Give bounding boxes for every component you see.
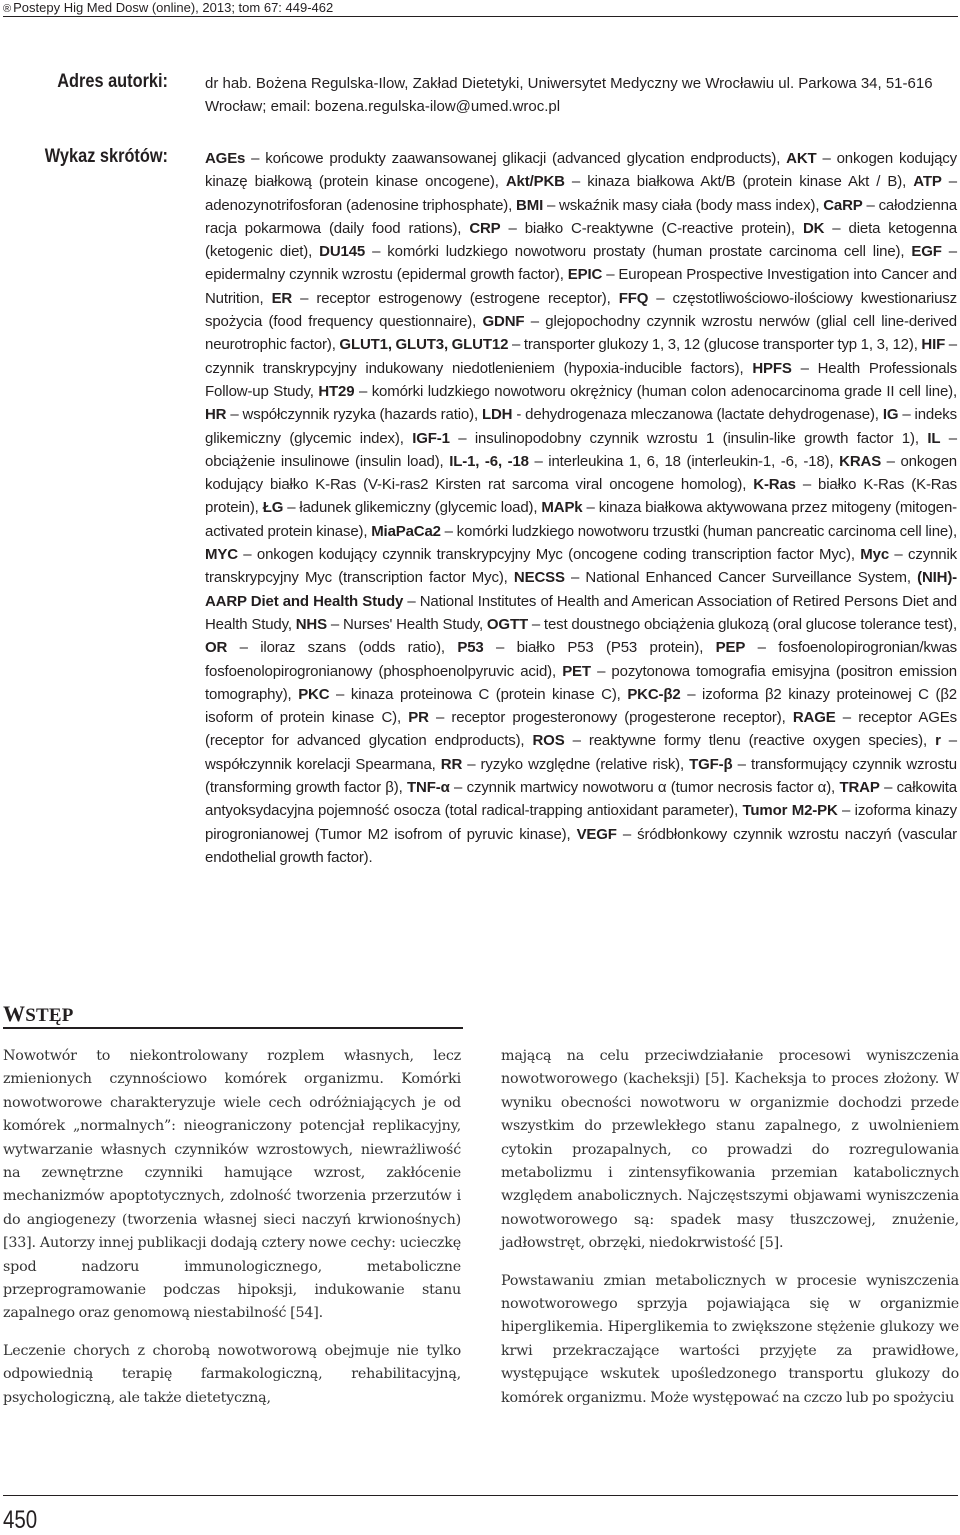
abbreviation-term: IL (927, 429, 941, 447)
abbreviation-definition: – European Prospective Investigation into Cancer and Nutrition, (205, 266, 957, 307)
abbreviation-term: TRAP (839, 779, 880, 797)
body-paragraph: mającą na celu przeciwdziałanie procesowi wyniszczenia nowotworowego (kacheksji) [5]. Kacheksja to proces złożony. W wyniku obecności nowotworu w organizmie dochodzi przede wszystkim do przewlekłego stanu zapalnego, z uwolnieniem cytokin prozapalnych, co prowadzi do rozregulowania metabolizmu i zintensyfikowania przemian katabolicznych względem anabolicznych. Najczęstszymi objawami wyniszczenia nowotworowego są: spadek masy tłuszczowej, znużenie, jadłowstręt, obrzęki, niedokrwistość [5]. (501, 1048, 959, 1252)
abbreviation-term: ŁG (262, 499, 284, 517)
abbreviation-term: Akt/PKB (505, 173, 565, 191)
abbreviation-term: PKC (298, 685, 330, 703)
section-heading-initial: W (3, 1001, 26, 1026)
abbreviation-term: P53 (457, 639, 484, 657)
body-column-right (501, 1045, 959, 1424)
abbreviation-definition: – ładunek glikemiczny (glycemic load), (283, 499, 542, 517)
section-heading-rest: STĘP (25, 1005, 74, 1026)
abbreviation-definition: – insulinopodobny czynnik wzrostu 1 (insulin-like growth factor 1), (449, 429, 928, 447)
abbreviation-definition: – kinaza białkowa aktywowana przez mitogeny (mitogen-activated protein kinase), (205, 499, 957, 540)
abbreviation-definition: – onkogen kodujący czynnik transkrypcyjny Myc (oncogene coding transcription factor Myc), (237, 546, 861, 564)
abbreviation-term: EPIC (567, 266, 603, 284)
abbreviation-definition: – całkowita antyoksydacyjna pojemność osocza (total radical-trapping antioxidant parameter), (205, 779, 957, 820)
abbreviation-term: IL-1, -6, -18 (449, 452, 529, 470)
abbreviation-definition: – interleukina 1, 6, 18 (interleukin-1, -6, -18), (528, 452, 840, 470)
abbreviation-term: PR (408, 709, 429, 727)
abbreviation-term: AGEs (205, 150, 246, 167)
abbreviation-definition: – kinaza proteinowa C (protein kinase C), (329, 685, 628, 703)
abbreviation-definition: – białko P53 (P53 protein), (483, 639, 716, 657)
abbreviation-term: GDNF (482, 313, 525, 331)
abbreviation-definition: – izoforma β2 kinazy proteinowej C (β2 isoform of protein kinase C), (205, 685, 957, 727)
abbreviation-term: PEP (715, 639, 746, 657)
abbreviation-term: NECSS (513, 569, 565, 587)
abbreviation-definition: – fosfoenolopirogronian/kwas fosfoenolopirogronianowy (phosphoenolpyruvic acid), (205, 639, 957, 680)
abbreviation-term: Myc (860, 546, 890, 564)
abbreviation-term: Tumor M2-PK (742, 802, 838, 820)
abbreviations-label: Wykaz skrótów: (44, 146, 169, 167)
abbreviation-term: RR (440, 755, 463, 773)
abbreviation-definition: – wskaźnik masy ciała (body mass index), (543, 196, 824, 214)
address-label: Adres autorki: (57, 71, 168, 92)
abbreviation-term: MiaPaCa2 (371, 522, 441, 540)
abbreviation-term: ER (271, 289, 293, 307)
abbreviation-definition: – indeks glikemiczny (glycemic index), (205, 406, 957, 447)
abbreviation-definition: – receptor estrogenowy (estrogene receptor), (292, 289, 619, 307)
abbreviation-term: TGF-β (689, 755, 733, 773)
abbreviation-term: BMI (516, 196, 544, 214)
abbreviation-definition: – transporter glukozy 1, 3, 12 (glucose transporter typ 1, 3, 12), (508, 336, 922, 354)
abbreviation-term: OR (205, 639, 228, 657)
abbreviations-list (205, 147, 957, 869)
journal-header (3, 0, 958, 17)
abbreviation-definition: – onkogen kodujący białko K-Ras (V-Ki-ras2 Kirsten rat sarcoma viral oncogene homolog), (205, 452, 957, 494)
registered-mark-icon: ® (3, 3, 12, 15)
abbreviation-definition: – Health Professionals Follow-up Study, (205, 359, 957, 400)
body-paragraph: Nowotwór to niekontrolowany rozplem własnych, lecz zmienionych czynnościowo komórek organizmu. Komórki nowotworowe charakteryzuje wiele cech odróżniających je od komórek „normalnych”: nieograniczony potencjał replikacyjny, wytwarzanie własnych czynników wzrostowych, niewrażliwość na zewnętrzne czynniki hamujące wzrost, zakłócenie mechanizmów apoptotycznych, zdolność tworzenia przerzutów i do angiogenezy (tworzenia własnej sieci naczyń krwionośnych) [33]. Autorzy innej publikacji dodają cztery nowe cechy: ucieczkę spod nadzoru immunologicznego, metaboliczne przeprogramowanie podczas hipoksji, indukowanie stanu zapalnego oraz genomową niestabilność [54]. (3, 1048, 461, 1322)
abbreviation-term: RAGE (792, 709, 836, 727)
abbreviation-term: LDH (481, 406, 513, 424)
body-paragraph: Powstawaniu zmian metabolicznych w procesie wyniszczenia nowotworowego sprzyja pojawiająca się w organizmie hiperglikemia. Hiperglikemia to zwiększone stężenie glukozy we krwi przekraczające wartości przyjęte za prawidłowe, występujące wskutek upośledzonego transportu glukozy do komórek organizmu. Może występować na czczo lub po spożyciu (501, 1272, 959, 1406)
abbreviation-term: EGF (911, 243, 942, 261)
abbreviation-definition: – czynnik transkrypcyjny indukowany niedotlenieniem (hypoxia-inducible factors), (205, 336, 957, 377)
abbreviation-definition: – receptor progesteronowy (progesterone receptor), (428, 709, 793, 727)
abbreviation-definition: – częstotliwościowo-ilościowy kwestionariusz spożycia (food frequency questionnaire), (205, 289, 958, 331)
abbreviation-definition: - dehydrogenaza mleczanowa (lactate dehydrogenase), (512, 406, 883, 424)
abbreviation-definition: – receptor AGEs (receptor for advanced glycation endproducts), (205, 709, 957, 750)
section-divider (3, 1027, 463, 1029)
abbreviation-definition: – iloraz szans (odds ratio), (227, 639, 458, 657)
abbreviation-term: IGF-1 (412, 429, 450, 447)
abbreviation-definition: – czynnik transkrypcyjny Myc (transcription factor Myc), (205, 546, 957, 587)
abbreviation-definition: – współczynnik korelacji Spearmana, (205, 732, 957, 773)
abbreviation-term: PKC-β2 (627, 685, 681, 703)
abbreviation-term: IG (882, 406, 899, 424)
journal-citation: Postepy Hig Med Dosw (online), 2013; tom 67: 449-462 (13, 0, 334, 15)
abbreviation-definition: – komórki ludzkiego nowotworu trzustki (human pancreatic carcinoma cell line), (440, 522, 957, 540)
abbreviation-definition: – białko K-Ras (K-Ras protein), (205, 476, 958, 517)
abbreviation-term: OGTT (486, 615, 528, 633)
abbreviation-definition: – śródbłonkowy czynnik wzrostu naczyń (vascular endothelial growth factor). (205, 825, 957, 866)
abbreviation-term: CRP (469, 219, 501, 237)
abbreviation-definition: – końcowe produkty zaawansowanej glikacji (advanced glycation endproducts), (245, 150, 787, 167)
abbreviation-definition: – dieta ketogenna (ketogenic diet), (205, 219, 957, 261)
abbreviation-definition: – izoforma kinazy pirogronianowej (Tumor M2 isofrom of pyruvic kinase), (205, 802, 957, 843)
abbreviation-term: ROS (532, 732, 565, 750)
abbreviation-term: DU145 (319, 243, 366, 261)
abbreviation-term: TNF-α (407, 779, 450, 797)
abbreviation-definition: – transformujący czynnik wzrostu (transforming growth factor β), (205, 755, 957, 797)
abbreviation-term: ATP (913, 173, 942, 191)
abbreviation-definition: – pozytonowa tomografia emisyjna (positron emission tomography), (205, 662, 957, 703)
abbreviation-term: GLUT1, GLUT3, GLUT12 (339, 336, 509, 354)
abbreviation-term: HPFS (752, 359, 792, 377)
abbreviation-term: (NIH)-AARP Diet and Health Study (205, 569, 958, 610)
address-text: dr hab. Bożena Regulska-Ilow, Zakład Dietetyki, Uniwersytet Medyczny we Wrocławiu ul. Parkowa 34, 51-616 Wrocław; email: bozena.regulska-ilow@umed.wroc.pl (205, 75, 933, 115)
abbreviation-term: HT29 (318, 382, 355, 400)
abbreviation-definition: – kinaza białkowa Akt/B (protein kinase Akt / B), (564, 173, 914, 191)
abbreviation-term: FFQ (618, 289, 649, 307)
abbreviation-term: DK (802, 219, 825, 237)
abbreviation-definition: – komórki ludzkiego nowotworu prostaty (human prostate carcinoma cell line), (365, 243, 912, 261)
abbreviation-term: MYC (205, 546, 238, 564)
abbreviation-term: r (935, 732, 941, 750)
abbreviation-term: VEGF (576, 825, 617, 843)
abbreviation-term: KRAS (839, 452, 882, 470)
abbreviation-term: AKT (786, 150, 817, 167)
section-heading (3, 1001, 74, 1027)
body-paragraph: Leczenie chorych z chorobą nowotworową obejmuje nie tylko odpowiednią terapię farmakologiczną, rehabilitacyjną, psychologiczną, ale także dietetyczną, (3, 1342, 461, 1406)
abbreviation-definition: – National Enhanced Cancer Surveillance System, (564, 569, 918, 587)
abbreviation-term: HIF (921, 336, 946, 354)
abbreviation-term: HR (205, 406, 227, 424)
abbreviation-term: K-Ras (753, 476, 796, 494)
abbreviation-definition: – epidermalny czynnik wzrostu (epidermal growth factor), (205, 243, 957, 284)
abbreviation-term: MAPk (541, 499, 583, 517)
footer-divider (3, 1495, 958, 1496)
abbreviation-definition: – reaktywne formy tlenu (reactive oxygen species), (564, 732, 936, 750)
abbreviation-definition: – onkogen kodujący kinazę białkową (protein kinase oncogene), (205, 150, 957, 191)
abbreviation-definition: – glejopochodny czynnik wzrostu nerwów (glial cell line-derived neurotrophic factor), (205, 313, 957, 354)
abbreviation-term: CaRP (823, 196, 863, 214)
abbreviation-term: PET (562, 662, 591, 680)
abbreviation-definition: – adenozynotrifosforan (adenosine triphosphate), (205, 173, 957, 214)
abbreviation-definition: – ryzyko względne (relative risk), (462, 755, 690, 773)
abbreviation-definition: – czynnik martwicy nowotworu α (tumor necrosis factor α), (449, 779, 840, 797)
abbreviation-definition: – całodzienna racja pokarmowa (daily food rations), (205, 196, 957, 237)
page-number: 450 (3, 1506, 38, 1534)
abbreviation-definition: – Nurses' Health Study, (326, 615, 487, 633)
abbreviation-definition: – National Institutes of Health and American Association of Retired Persons Diet and Health Study, (205, 592, 957, 633)
body-column-left (3, 1045, 461, 1424)
abbreviation-definition: – obciążenie insulinowe (insulin load), (205, 429, 957, 470)
abbreviation-definition: – białko C-reaktywne (C-reactive protein), (500, 219, 803, 237)
abbreviation-definition: – komórki ludzkiego nowotworu okrężnicy (human colon adenocarcinoma grade II cell line), (354, 382, 957, 400)
abbreviation-term: NHS (295, 615, 327, 633)
abbreviation-definition: – współczynnik ryzyka (hazards ratio), (226, 406, 482, 424)
abbreviation-definition: – test doustnego obciążenia glukozą (oral glucose tolerance test), (527, 615, 957, 633)
